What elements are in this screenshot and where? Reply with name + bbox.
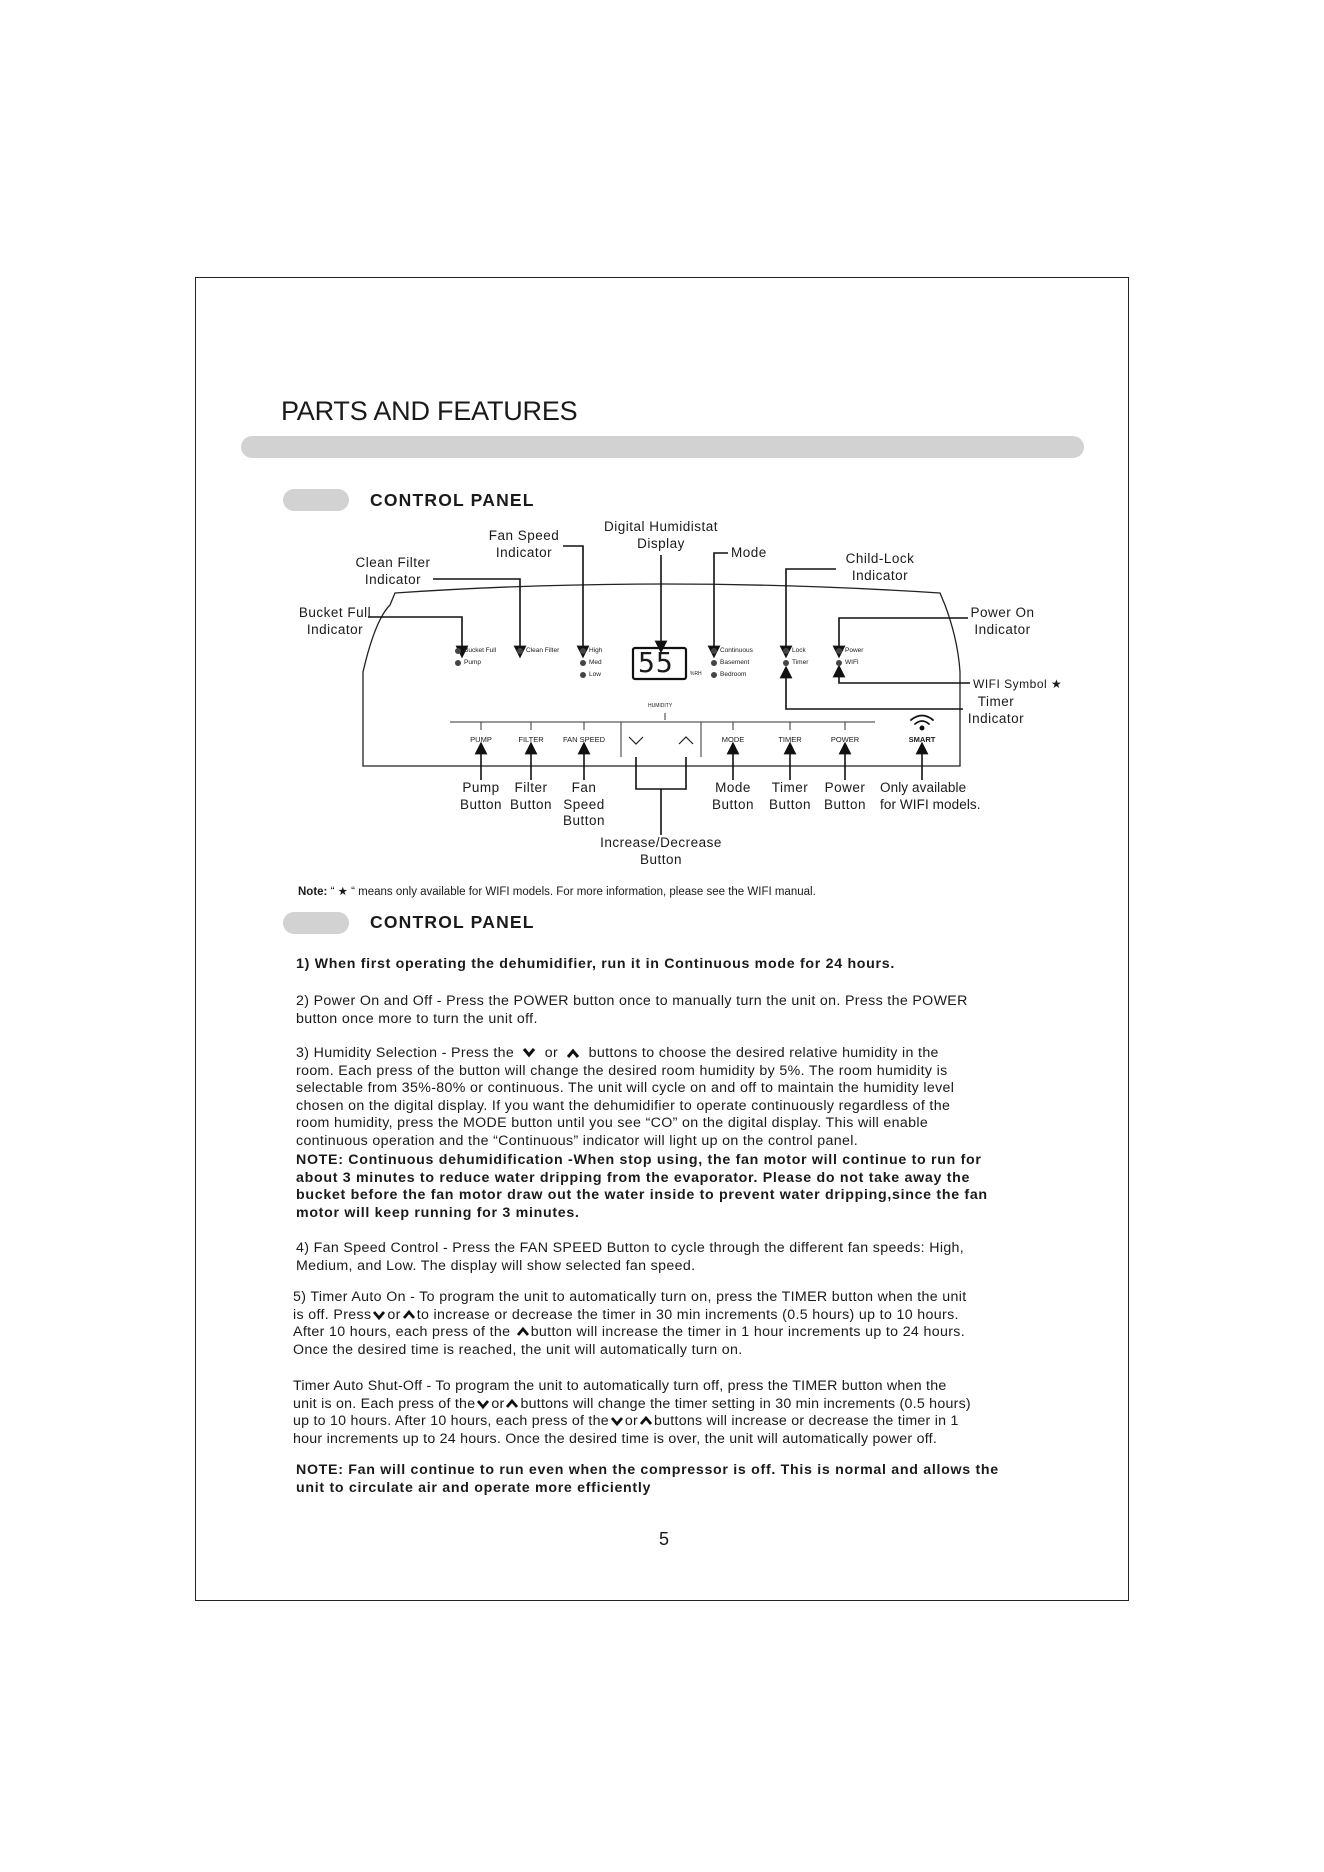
callout-mode-button: Mode Button (711, 780, 755, 812)
humidity-display-value: 55 (638, 646, 674, 679)
callout-bucket-full: Bucket Full Indicator (298, 605, 372, 637)
callout-clean-filter: Clean Filter Indicator (355, 555, 431, 587)
callout-power-button: Power Button (823, 780, 867, 812)
callout-fan-speed-button: Fan Speed Button (562, 780, 606, 828)
bedroom-text: Bedroom (720, 671, 747, 678)
bucket-full-led (455, 648, 461, 654)
note-fan: NOTE: Fan will continue to run even when the compressor is off. This is normal and allows the unit to circulate air and operate more efficiently (296, 1462, 999, 1496)
lock-led (783, 648, 789, 654)
paragraph-2: 2) Power On and Off - Press the POWER button once to manually turn the unit on. Press the POWER button once more to turn the unit off. (296, 993, 968, 1027)
chevron-down-icon (475, 1398, 491, 1410)
chevron-up-icon (515, 1326, 531, 1338)
power-text: Power (845, 647, 864, 654)
callout-power-on: Power On Indicator (970, 605, 1035, 637)
callout-humidistat: Digital Humidistat Display (603, 519, 719, 551)
low-text: Low (589, 671, 601, 678)
power-button[interactable]: POWER (830, 735, 860, 744)
pump-text: Pump (464, 659, 481, 666)
fan-speed-button[interactable]: FAN SPEED (562, 735, 606, 744)
pump-led (455, 660, 461, 666)
basement-led (711, 660, 717, 666)
paragraph-4: 4) Fan Speed Control - Press the FAN SPEED Button to cycle through the different fan speeds: High, Medium, and Low. The display will show selected fan speed. (296, 1240, 965, 1274)
filter-button[interactable]: FILTER (518, 735, 544, 744)
pump-button[interactable]: PUMP (470, 735, 492, 744)
wifi-text: WIFI (845, 659, 859, 666)
bucket-full-text: Bucket Full (464, 647, 497, 654)
display-unit: %RH (690, 671, 702, 677)
chevron-up-icon (504, 1398, 520, 1410)
note-continuous: NOTE: Continuous dehumidification -When stop using, the fan motor will continue to run for about 3 minutes to reduce water dripping from the evaporator. Please do not take away the bucket before the fan motor draw out the water inside to prevent water dripping,since the fan motor will keep running for 3 minutes. (296, 1152, 988, 1221)
callout-pump-button: Pump Button (459, 780, 503, 812)
paragraph-6: Timer Auto Shut-Off - To program the unit to automatically turn off, press the TIMER button when the unit is on. Each press of the or buttons will change the timer setting in 30 min increments (0.5 hours) up to 10 hours. After 10 hours, each press of the or buttons will increase or decrease the timer in 1 hour increments up to 24 hours. Once the desired time is over, the unit will automatically power off. (293, 1378, 971, 1447)
chevron-up-icon (562, 1046, 584, 1060)
callout-timer-indicator: Timer Indicator (967, 694, 1025, 726)
wifi-note: Note: “ ★ “ means only available for WIFI models. For more information, please see the WIFI manual. (298, 886, 816, 898)
section-title-control-panel-2: CONTROL PANEL (370, 912, 535, 932)
continuous-text: Continuous (720, 647, 753, 654)
chevron-down-icon (371, 1309, 387, 1321)
callout-timer-button: Timer Button (768, 780, 812, 812)
timer-button[interactable]: TIMER (778, 735, 802, 744)
continuous-led (711, 648, 717, 654)
bedroom-led (711, 672, 717, 678)
clean-filter-text: Clean Filter (526, 647, 560, 654)
mode-button[interactable]: MODE (721, 735, 745, 744)
paragraph-3: 3) Humidity Selection - Press the or buttons to choose the desired relative humidity in the room. Each press of the button will change the desired room humidity by 5%. The room humidity is selectable from 35%-80% or continuous. The unit will cycle on and off to maintain the humidity level chosen on the digital display. If you want the dehumidifier to operate continuously regardless of the room humidity, press the MODE button until you see “CO” on the digital display. This will enable continuous operation and the “Continuous” indicator will light up on the control panel. (296, 1045, 955, 1149)
med-text: Med (589, 659, 602, 666)
paragraph-1: 1) When first operating the dehumidifier, run it in Continuous mode for 24 hours. (296, 956, 895, 972)
callout-wifi-symbol: WIFI Symbol ★ (973, 677, 1063, 691)
high-led (580, 648, 586, 654)
power-led (836, 648, 842, 654)
med-led (580, 660, 586, 666)
humidity-label: HUMIDITY (648, 703, 673, 709)
high-text: High (589, 647, 603, 654)
chevron-up-icon (401, 1309, 417, 1321)
timer-text: Timer (792, 659, 809, 666)
wifi-led (836, 660, 842, 666)
smart-button[interactable]: SMART (908, 735, 936, 744)
page-number: 5 (659, 1529, 670, 1549)
clean-filter-led (517, 648, 523, 654)
callout-mode: Mode (731, 545, 767, 560)
basement-text: Basement (720, 659, 750, 666)
chevron-up-icon (638, 1415, 654, 1427)
callout-filter-button: Filter Button (509, 780, 553, 812)
timer-led (783, 660, 789, 666)
paragraph-5: 5) Timer Auto On - To program the unit to automatically turn on, press the TIMER button when the unit is off. Press or to increase or decrease the timer in 30 min increments (0.5 hours) up to 10 hours. After 10 hours, each press of the button will increase the timer in 1 hour increments up to 24 hours. Once the desired time is reached, the unit will automatically turn on. (293, 1289, 967, 1358)
callout-increase-decrease: Increase/Decrease Button (600, 835, 722, 867)
section-title-control-panel: CONTROL PANEL (370, 490, 535, 510)
chevron-down-icon (609, 1415, 625, 1427)
chevron-down-icon (518, 1046, 540, 1060)
callout-wifi-only: Only available for WIFI models. (880, 780, 981, 812)
lock-text: Lock (792, 647, 806, 654)
page-title: PARTS AND FEATURES (281, 396, 578, 426)
low-led (580, 672, 586, 678)
section-pill-2 (283, 912, 349, 934)
callout-fan-speed-indicator: Fan Speed Indicator (488, 528, 560, 560)
callout-child-lock: Child-Lock Indicator (845, 551, 915, 583)
